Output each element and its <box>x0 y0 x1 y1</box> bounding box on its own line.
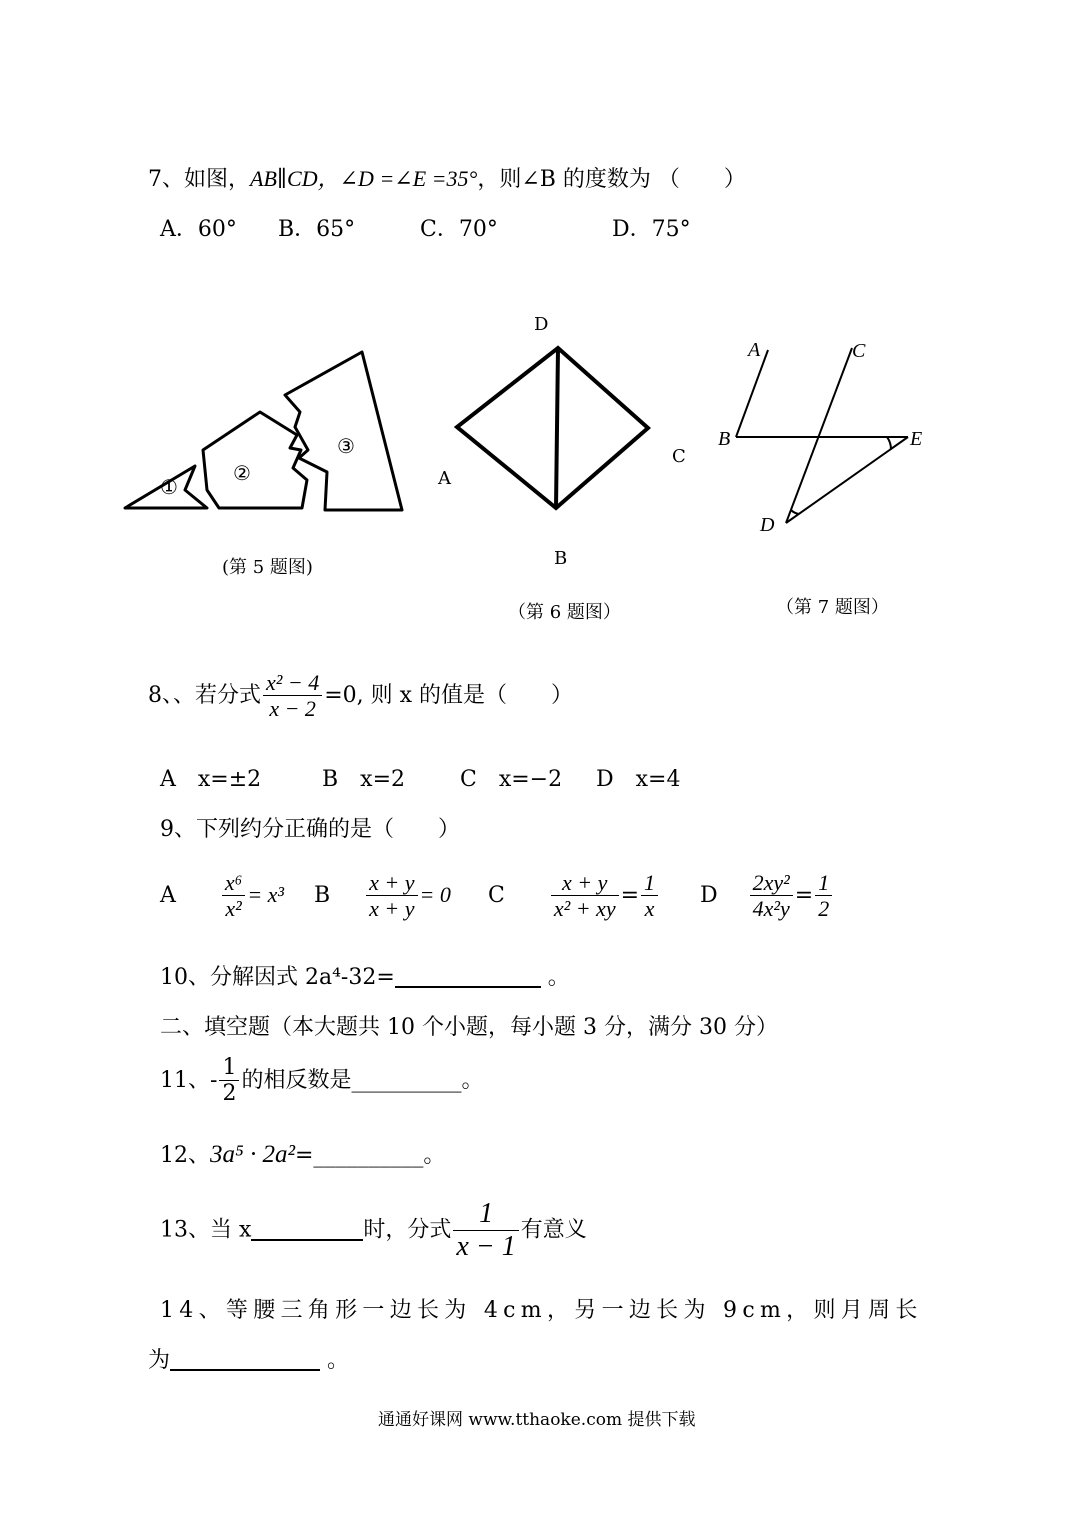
q9a-den: x² <box>225 896 242 922</box>
q14-prefix: 为 <box>148 1348 171 1373</box>
q11-den: 2 <box>222 1081 237 1107</box>
q9b-fraction <box>366 870 417 922</box>
q9d-rhs-num: 1 <box>815 870 832 896</box>
q9c-rhs-num: 1 <box>641 870 658 896</box>
q9-letter-a: A <box>160 882 176 908</box>
q12-prefix: 12、 <box>160 1143 210 1168</box>
q9-option-b <box>314 870 451 922</box>
fig5-piece-3 <box>285 352 402 510</box>
q14-end: 。 <box>327 1348 350 1373</box>
fig7-caption: （第 7 题图） <box>776 597 889 618</box>
fig5-piece-2 <box>203 412 307 508</box>
q8-prefix: 若分式 <box>195 682 262 708</box>
q7-option-c: C．70° <box>420 217 498 242</box>
q11-suffix: 的相反数是__________。 <box>241 1067 484 1093</box>
fig7-label-E: E <box>910 428 923 450</box>
q9d-rhs-fraction <box>815 870 832 922</box>
q8-option-c: C x=−2 <box>460 767 563 792</box>
q14-answer-blank[interactable] <box>170 1347 320 1371</box>
q7-text-a: 如图， <box>184 167 251 192</box>
fig6-quadrilateral <box>457 348 648 508</box>
fig5-label-2: ② <box>233 461 251 485</box>
q9a-rhs: = x³ <box>247 881 285 907</box>
fig7-label-B: B <box>718 428 731 450</box>
page-footer: 通通好课网 www.tthaoke.com 提供下载 <box>378 1410 696 1430</box>
question-7-stem <box>148 162 746 193</box>
q8-option-a: A x=±2 <box>160 767 262 792</box>
q7-option-d: D．75° <box>612 217 691 242</box>
q9-option-c: C $\frac{x + y}{\text{x² + xy}}$ = $\frac{1}{x}$ <box>488 870 660 922</box>
q13-suffix: 有意义 <box>520 1217 587 1243</box>
fig7-angle-D-mark <box>791 510 799 514</box>
q8-option-d: D x=4 <box>596 767 681 792</box>
q7-expression: AB∥CD，∠D =∠E =35° <box>250 166 478 191</box>
q8-denominator: x − 2 <box>269 696 316 722</box>
q8-fraction <box>263 670 322 722</box>
q12-suffix: =__________。 <box>294 1143 446 1168</box>
q9-option-a <box>160 870 284 922</box>
fig6-label-D: D <box>534 314 549 335</box>
q9d-rhs-den: 2 <box>818 896 830 922</box>
q13-answer-blank[interactable] <box>251 1217 363 1241</box>
section-2-title: 二、填空题（本大题共 10 个小题，每小题 3 分，满分 30 分） <box>160 1015 778 1040</box>
fig7-line-DC <box>786 348 852 523</box>
q9c-fraction <box>551 870 619 922</box>
q13-num: 1 <box>453 1198 518 1231</box>
figure-7 <box>720 330 950 550</box>
question-8-stem <box>148 670 573 722</box>
q9-option-d: D $\frac{\text{2xy²}}{\text{4x²y}}$ = $\frac{1}{2}$ <box>700 870 834 922</box>
question-11 <box>160 1055 483 1107</box>
q9d-fraction <box>750 870 793 922</box>
fig6-label-B: B <box>554 548 568 569</box>
question-14-line-1: 14、等腰三角形一边长为 4cm，另一边长为 9cm，则月周长 <box>160 1298 923 1323</box>
question-14-line-2 <box>148 1343 349 1374</box>
question-12 <box>160 1138 445 1169</box>
fig5-caption: (第 5 题图) <box>222 557 313 578</box>
q11-prefix: 11、- <box>160 1067 218 1093</box>
q10-text: 10、分解因式 2a⁴-32= <box>160 965 395 990</box>
q13-mid: 时，分式 <box>363 1217 452 1243</box>
q9a-num: x⁶ <box>222 870 245 896</box>
q7-option-a: A．60° <box>160 217 237 242</box>
fig6-label-A: A <box>438 468 451 489</box>
q13-den: x − 1 <box>456 1231 516 1263</box>
q9c-den: x² + xy <box>553 896 616 922</box>
q9b-num: x + y <box>366 870 417 896</box>
q9b-rhs: = 0 <box>419 881 451 907</box>
q8-numerator: x² − 4 <box>263 670 322 696</box>
q9d-num: 2xy² <box>750 870 793 896</box>
q9c-rhs-den: x <box>644 896 655 922</box>
figure-6 <box>430 310 700 570</box>
q8-suffix: =0, 则 x 的值是（ ） <box>324 682 574 708</box>
q9a-fraction <box>222 870 245 922</box>
fig6-diagonal <box>556 348 558 508</box>
q7-text-b: ，则∠B 的度数为 （ ） <box>477 167 746 192</box>
fig5-label-1: ① <box>160 475 178 499</box>
figure-5 <box>115 340 415 520</box>
q11-num: 1 <box>219 1055 239 1081</box>
fig7-line-AB <box>736 350 768 437</box>
q9c-num: x + y <box>551 870 619 896</box>
q12-expression: 3a⁵ · 2a² <box>210 1141 295 1168</box>
question-9-stem: 9、下列约分正确的是（ ） <box>160 817 460 842</box>
q10-end: 。 <box>547 965 570 990</box>
q13-prefix: 13、当 x <box>160 1217 252 1243</box>
fig7-line-ED <box>786 437 908 523</box>
q8-number: 8、、 <box>148 682 195 708</box>
question-13 <box>160 1198 587 1263</box>
q9-letter-c: C <box>488 882 505 908</box>
fig5-label-3: ③ <box>337 434 355 458</box>
q10-answer-blank[interactable] <box>395 964 541 988</box>
question-number: 7、 <box>148 167 184 192</box>
q11-fraction <box>219 1055 239 1107</box>
question-10 <box>160 960 570 991</box>
q9d-den: 4x²y <box>752 896 790 922</box>
fig6-label-C: C <box>672 446 686 467</box>
q13-fraction <box>453 1198 518 1263</box>
q7-option-b: B．65° <box>278 217 356 242</box>
q8-option-b: B x=2 <box>322 767 406 792</box>
fig7-label-C: C <box>852 340 866 362</box>
fig7-label-A: A <box>748 339 761 361</box>
fig6-caption: （第 6 题图） <box>508 602 621 623</box>
q9b-den: x + y <box>369 896 415 922</box>
q9c-rhs-fraction <box>641 870 658 922</box>
fig7-angle-E-mark <box>887 437 891 449</box>
fig7-label-D: D <box>760 514 775 536</box>
q9-letter-d: D <box>700 882 718 908</box>
q9-letter-b: B <box>314 882 331 908</box>
